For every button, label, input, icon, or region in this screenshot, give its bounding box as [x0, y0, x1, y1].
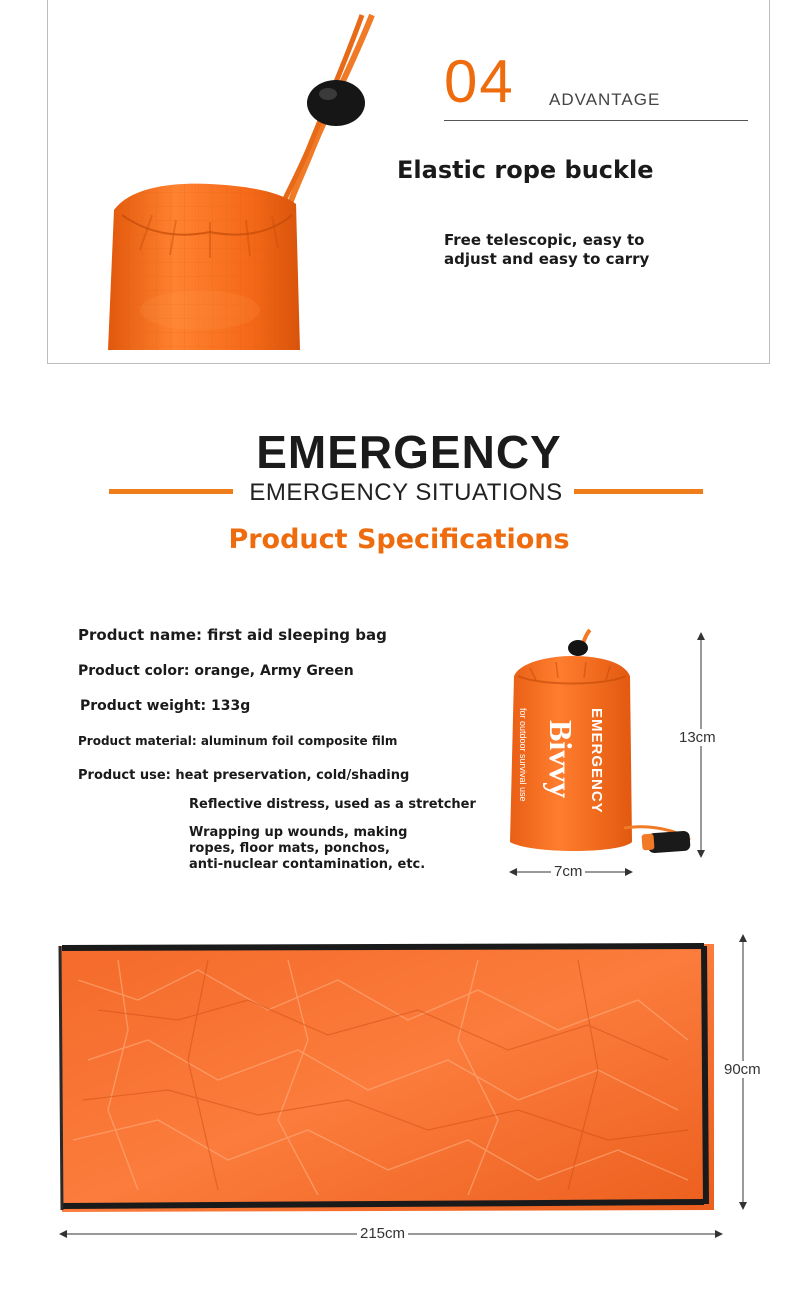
feature-desc-line: Free telescopic, easy to — [444, 231, 645, 249]
spec-product-material: Product material: aluminum foil composite film — [78, 734, 398, 748]
advantage-number: 04 — [444, 48, 515, 115]
feature-description — [444, 231, 674, 269]
pouch-tagline-text: for outdoor survival use — [518, 708, 528, 802]
pouch-height-label: 13cm — [676, 729, 719, 746]
spec-use-line: Wrapping up wounds, making — [189, 825, 408, 840]
spec-product-use: Product use: heat preservation, cold/shading — [78, 768, 410, 783]
spec-use-line: ropes, floor mats, ponchos, — [189, 841, 390, 856]
spec-product-color: Product color: orange, Army Green — [78, 663, 354, 679]
spec-product-name: Product name: first aid sleeping bag — [78, 626, 387, 644]
blanket-width-label: 215cm — [357, 1225, 408, 1242]
spec-product-weight: Product weight: 133g — [80, 698, 251, 714]
blanket-height-label: 90cm — [721, 1061, 764, 1078]
emergency-subheading: EMERGENCY SITUATIONS — [249, 479, 563, 506]
feature-desc-line: adjust and easy to carry — [444, 250, 650, 268]
sleeping-bag-image — [58, 940, 720, 1220]
advantage-label: ADVANTAGE — [549, 90, 661, 109]
emergency-heading: EMERGENCY — [256, 426, 562, 478]
pouch-name-text: Bivvy — [543, 720, 579, 799]
advantage-divider — [444, 120, 748, 121]
spec-use-line: anti-nuclear contamination, etc. — [189, 857, 426, 872]
pouch-brand-text: EMERGENCY — [588, 708, 605, 814]
spec-use-extra-block — [189, 825, 425, 873]
spec-use-extra: Reflective distress, used as a stretcher — [189, 797, 476, 812]
heading-bar-right — [574, 489, 703, 494]
feature-title: Elastic rope buckle — [397, 156, 654, 184]
drawstring-bag-image — [100, 10, 400, 355]
bivvy-pouch-image — [500, 628, 700, 864]
pouch-width-label: 7cm — [551, 863, 585, 880]
product-specifications-title: Product Specifications — [228, 524, 570, 555]
